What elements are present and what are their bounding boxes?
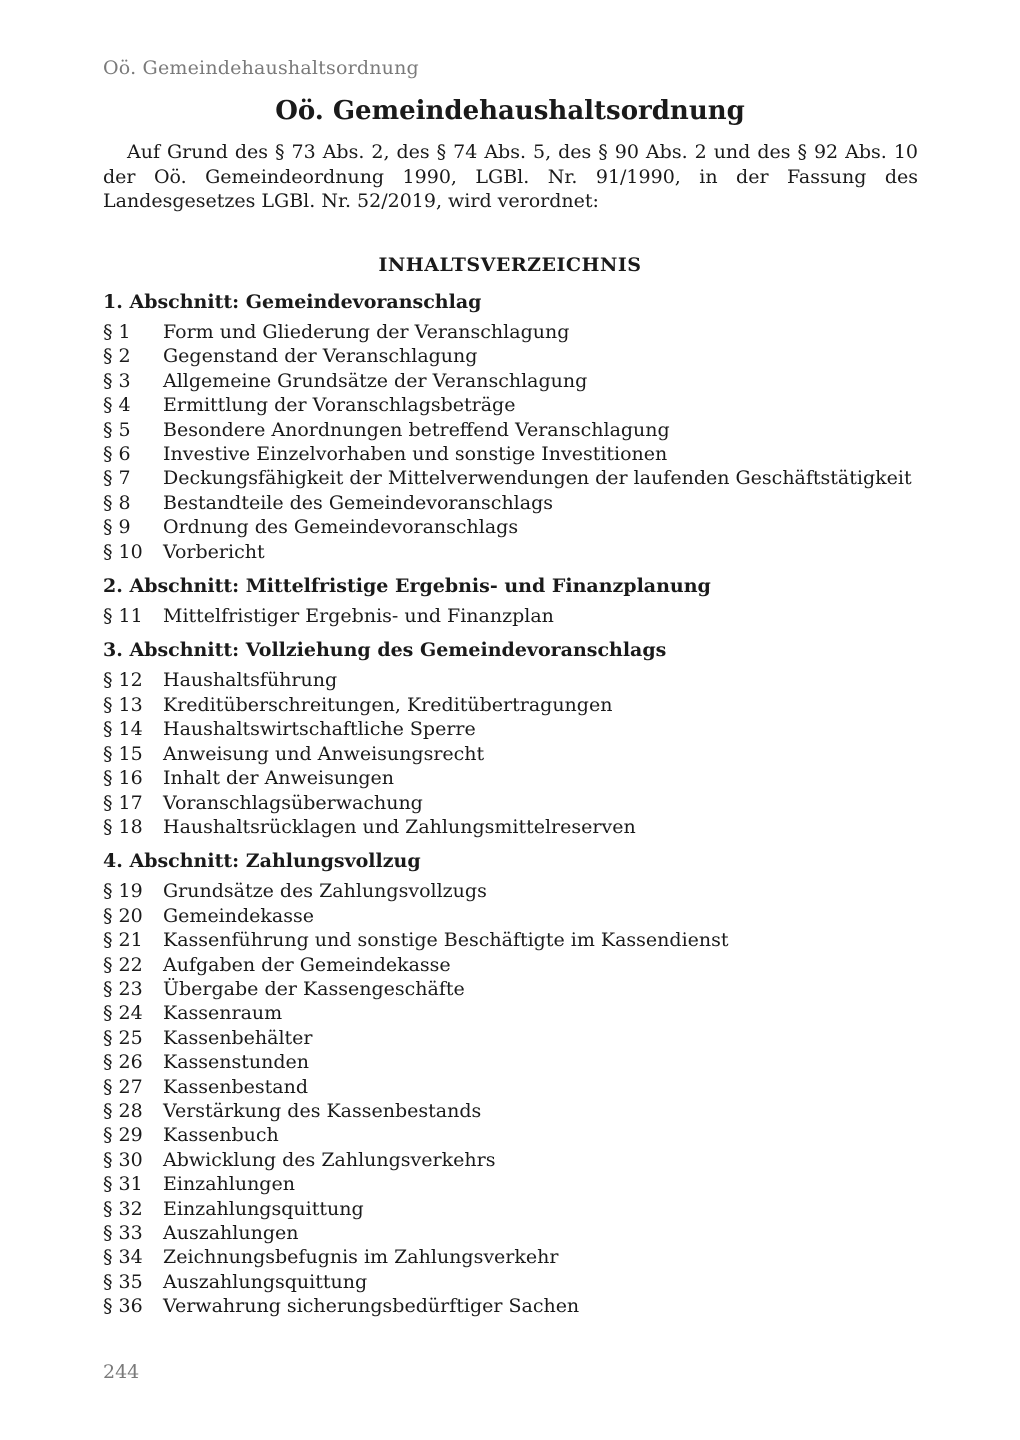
paragraph-number: § 23 (103, 977, 143, 1000)
toc-entry (103, 442, 923, 466)
paragraph-title: Form und Gliederung der Veranschlagung (163, 321, 570, 343)
section-title: 2. Abschnitt: Mittelfristige Ergebnis- und Finanzplanung (103, 575, 711, 598)
toc-entry (103, 766, 923, 790)
paragraph-number: § 18 (103, 815, 143, 838)
toc-entry (103, 1294, 923, 1318)
section-title: 4. Abschnitt: Zahlungsvollzug (103, 850, 421, 873)
paragraph-title: Abwicklung des Zahlungsverkehrs (163, 1148, 496, 1171)
toc-entry (103, 1123, 923, 1147)
paragraph-title: Deckungsfähigkeit der Mittelverwendungen der laufenden Geschäftstätigkeit (163, 467, 912, 490)
paragraph-title: Allgemeine Grundsätze der Veranschlagung (163, 369, 588, 392)
paragraph-number: § 6 (103, 443, 131, 466)
paragraph-number: § 35 (103, 1270, 143, 1293)
paragraph-title: Vorbericht (163, 540, 265, 563)
paragraph-number: § 8 (103, 491, 131, 514)
paragraph-number: § 1 (103, 321, 131, 343)
toc-entry (103, 491, 923, 515)
paragraph-title: Aufgaben der Gemeindekasse (163, 953, 451, 976)
paragraph-title: Besondere Anordnungen betreffend Veranschlagung (163, 418, 670, 441)
paragraph-title: Bestandteile des Gemeindevoranschlags (163, 491, 554, 514)
paragraph-number: § 14 (103, 718, 143, 741)
paragraph-number: § 34 (103, 1246, 143, 1269)
paragraph-title: Haushaltswirtschaftliche Sperre (163, 718, 476, 741)
page-title: Oö. Gemeindehaushaltsordnung (275, 96, 745, 126)
toc-entry (103, 1001, 923, 1025)
table-of-contents (103, 290, 923, 1319)
paragraph-title: Verwahrung sicherungsbedürftiger Sachen (163, 1295, 580, 1318)
toc-entry (103, 1075, 923, 1099)
paragraph-title: Verstärkung des Kassenbestands (163, 1099, 482, 1122)
paragraph-number: § 28 (103, 1099, 143, 1122)
toc-entry (103, 977, 923, 1001)
paragraph-number: § 11 (103, 605, 143, 628)
page-number: 244 (103, 1361, 140, 1383)
toc-entry (103, 879, 923, 903)
toc-section (103, 849, 923, 1318)
toc-section (103, 638, 923, 839)
toc-entry (103, 1270, 923, 1294)
paragraph-title: Kassenbehälter (163, 1026, 313, 1049)
paragraph-title: Voranschlagsüberwachung (163, 791, 423, 814)
paragraph-title: Mittelfristiger Ergebnis- und Finanzplan (163, 605, 554, 628)
paragraph-number: § 24 (103, 1002, 143, 1025)
section-title: 1. Abschnitt: Gemeindevoranschlag (103, 291, 482, 313)
toc-entry (103, 742, 923, 766)
paragraph-number: § 29 (103, 1124, 143, 1147)
toc-entry (103, 904, 923, 928)
paragraph-number: § 22 (103, 953, 143, 976)
paragraph-title: Kassenführung und sonstige Beschäftigte im Kassendienst (163, 929, 729, 952)
toc-entry (103, 1148, 923, 1172)
paragraph-number: § 12 (103, 669, 143, 692)
toc-entry (103, 693, 923, 717)
paragraph-number: § 16 (103, 767, 143, 790)
paragraph-number: § 7 (103, 467, 131, 490)
toc-entry (103, 815, 923, 839)
paragraph-number: § 5 (103, 418, 131, 441)
paragraph-number: § 20 (103, 904, 143, 927)
toc-entry (103, 466, 923, 490)
paragraph-title: Kreditüberschreitungen, Kreditübertragungen (163, 693, 613, 716)
paragraph-title: Zeichnungsbefugnis im Zahlungsverkehr (163, 1246, 559, 1269)
toc-entry (103, 344, 923, 368)
paragraph-title: Einzahlungsquittung (163, 1197, 364, 1220)
toc-entry (103, 1172, 923, 1196)
toc-entry (103, 418, 923, 442)
toc-entry (103, 953, 923, 977)
paragraph-number: § 36 (103, 1295, 143, 1318)
paragraph-number: § 31 (103, 1173, 143, 1196)
paragraph-title: Haushaltsrücklagen und Zahlungsmittelreserven (163, 815, 636, 838)
paragraph-number: § 2 (103, 345, 131, 368)
toc-entry (103, 1245, 923, 1269)
paragraph-title: Gemeindekasse (163, 904, 314, 927)
toc-heading: INHALTSVERZEICHNIS (378, 254, 642, 276)
paragraph-title: Übergabe der Kassengeschäfte (163, 977, 465, 1000)
toc-entry (103, 928, 923, 952)
paragraph-number: § 33 (103, 1222, 143, 1244)
paragraph-number: § 32 (103, 1197, 143, 1220)
toc-entry (103, 717, 923, 741)
paragraph-title: Kassenraum (163, 1002, 283, 1025)
section-title: 3. Abschnitt: Vollziehung des Gemeindevoranschlags (103, 639, 667, 662)
toc-entry (103, 1050, 923, 1074)
paragraph-number: § 3 (103, 369, 131, 392)
paragraph-title: Einzahlungen (163, 1173, 295, 1196)
paragraph-title: Auszahlungen (163, 1222, 299, 1244)
paragraph-number: § 27 (103, 1075, 143, 1098)
paragraph-number: § 15 (103, 742, 143, 765)
paragraph-title: Anweisung und Anweisungsrecht (163, 742, 485, 765)
paragraph-title: Investive Einzelvorhaben und sonstige Investitionen (163, 443, 668, 466)
paragraph-number: § 9 (103, 516, 131, 539)
paragraph-number: § 25 (103, 1026, 143, 1049)
paragraph-title: Inhalt der Anweisungen (163, 767, 394, 790)
toc-entry (103, 1026, 923, 1050)
paragraph-title: Auszahlungsquittung (163, 1270, 368, 1293)
paragraph-title: Ordnung des Gemeindevoranschlags (163, 516, 519, 539)
paragraph-number: § 21 (103, 929, 143, 952)
toc-entry (103, 1197, 923, 1221)
paragraph-title: Kassenbuch (163, 1124, 279, 1147)
paragraph-number: § 30 (103, 1148, 143, 1171)
paragraph-number: § 10 (103, 540, 143, 563)
paragraph-title: Kassenstunden (163, 1051, 310, 1074)
toc-entry (103, 604, 923, 628)
paragraph-title: Ermittlung der Voranschlagsbeträge (163, 394, 516, 417)
paragraph-title: Gegenstand der Veranschlagung (163, 345, 478, 368)
toc-entry (103, 1221, 923, 1245)
paragraph-number: § 4 (103, 394, 131, 417)
toc-entry (103, 791, 923, 815)
toc-entry (103, 515, 923, 539)
intro-paragraph: Auf Grund des § 73 Abs. 2, des § 74 Abs. 5, des § 90 Abs. 2 und des § 92 Abs. 10 der Oö. Gemeindeordnung 1990, LGBl. Nr. 91/1990, in der Fassung des Landesgesetzes LGBl. Nr. 52/2019, wird verordnet: (103, 141, 918, 212)
toc-entry (103, 320, 923, 344)
toc-entry (103, 393, 923, 417)
paragraph-title: Grundsätze des Zahlungsvollzugs (163, 880, 487, 903)
paragraph-number: § 26 (103, 1051, 143, 1074)
toc-entry (103, 540, 923, 564)
paragraph-title: Kassenbestand (163, 1075, 309, 1098)
toc-entry (103, 369, 923, 393)
paragraph-title: Haushaltsführung (163, 669, 338, 692)
paragraph-number: § 19 (103, 880, 143, 903)
paragraph-number: § 13 (103, 693, 143, 716)
toc-section (103, 574, 923, 628)
toc-entry (103, 1099, 923, 1123)
toc-entry (103, 668, 923, 692)
running-head: Oö. Gemeindehaushaltsordnung (103, 57, 419, 79)
toc-section (103, 290, 923, 564)
paragraph-number: § 17 (103, 791, 143, 814)
